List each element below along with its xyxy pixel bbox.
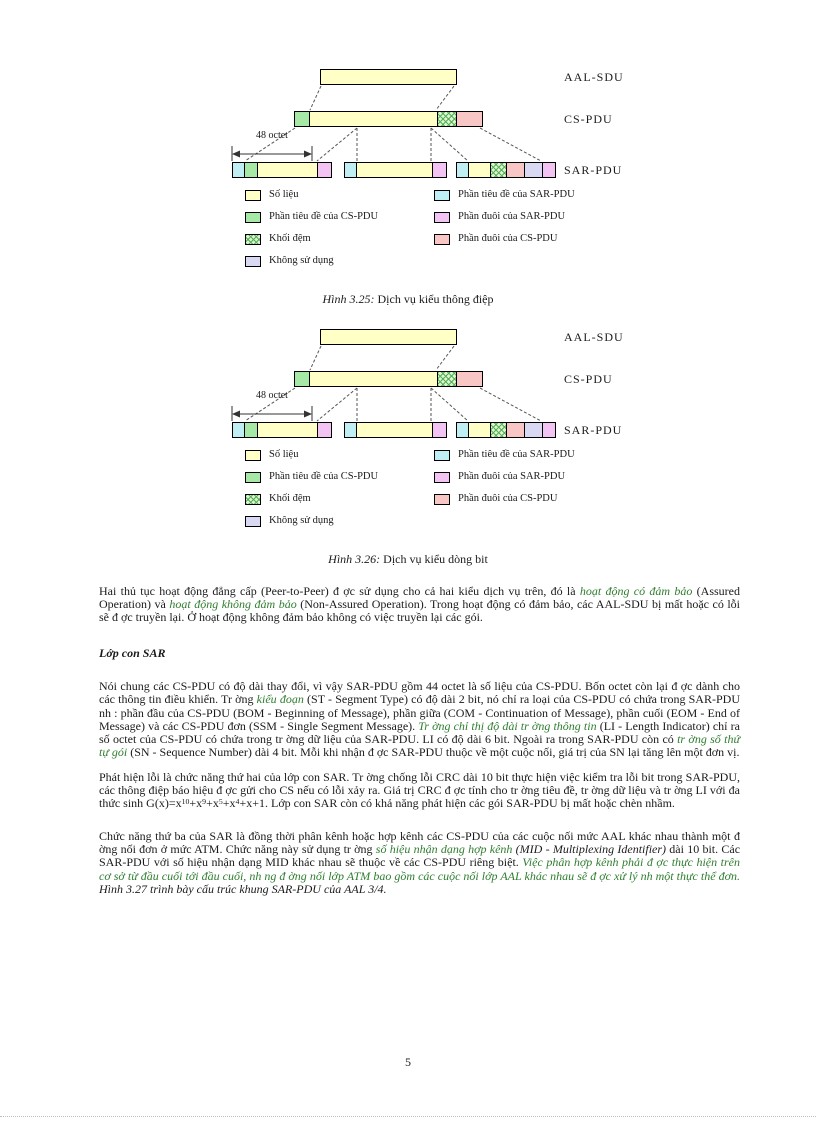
dashed-connector — [480, 128, 541, 161]
text-run: (Assured Operation) và — [99, 584, 741, 612]
connector-lines — [0, 324, 816, 576]
superscript: 4 — [235, 796, 240, 806]
sar-pdu-segment-2 — [344, 422, 447, 438]
legend-swatch-data — [245, 190, 261, 201]
text-run: Hai thủ tục hoạt động đẳng cấp (Peer-to-Peer) đ ợc sử dụng cho cả hai kiểu dịch vụ trên, đó là — [99, 584, 580, 598]
legend-label: Không sử dụng — [269, 255, 334, 266]
text-run: (Non-Assured Operation). Trong hoạt động có đảm bảo, các AAL-SDU bị mất hoặc có lỗi sẽ đ ợc truyền lại. Ở hoạt động không đảm bảo không có việc truyền lại các gói. — [99, 597, 741, 625]
legend-swatch-sar_trailer — [434, 212, 450, 223]
dashed-connector — [317, 128, 357, 161]
legend-swatch-unused — [245, 516, 261, 527]
page-break-dots — [0, 1116, 816, 1117]
bar-segment-cs_header — [245, 423, 258, 437]
bar-segment-data — [310, 372, 438, 386]
legend-swatch-padding — [245, 494, 261, 505]
aal-sdu-bar — [320, 69, 457, 85]
superscript: 5 — [218, 796, 223, 806]
text-run: Nói chung các CS-PDU có độ dài thay đổi, vì vậy SAR-PDU gồm 44 octet là số liệu của CS-PDU. Bốn octet còn lại đ ợc dành cho các thông tin điều khiển. Tr ờng — [99, 679, 740, 707]
dashed-connector — [436, 86, 454, 110]
legend-swatch-sar_trailer — [434, 472, 450, 483]
legend-swatch-cs_header — [245, 472, 261, 483]
connector-lines — [0, 64, 816, 316]
sar-pdu-segment-3 — [456, 162, 556, 178]
bar-segment-sar_trailer — [318, 163, 331, 177]
figure-caption-number: Hình 3.26: — [328, 552, 381, 566]
figure-message-mode-service — [0, 64, 816, 316]
legend-label: Khối đệm — [269, 233, 311, 244]
arrowhead — [304, 411, 312, 418]
legend-label: Số liệu — [269, 189, 299, 200]
cs-pdu-label: CS-PDU — [564, 112, 613, 126]
figure-stream-mode-service — [0, 324, 816, 576]
dashed-connector — [480, 388, 541, 421]
bar-segment-padding — [438, 112, 457, 126]
sar-pdu-segment-1 — [232, 422, 332, 438]
figure-caption — [0, 292, 816, 307]
text-run: +x — [189, 796, 203, 811]
text-run: (MID - Multiplexing Identifier) — [512, 842, 667, 857]
text-run: +x — [222, 796, 236, 811]
text-run: Chức năng thứ ba của SAR là đồng thời phân kênh hoặc hợp kênh các CS-PDU của các cuộc nối mức AAL khác nhau thành một đ ờng nối đơn ở mức ATM. Chức năng này sử dụng tr ờng — [99, 829, 740, 857]
sar-pdu-label: SAR-PDU — [564, 163, 623, 177]
legend-swatch-cs_trailer — [434, 234, 450, 245]
bar-segment-sar_trailer — [318, 423, 331, 437]
bar-segment-cs_header — [295, 112, 310, 126]
bar-segment-unused — [525, 163, 543, 177]
arrowhead — [304, 151, 312, 158]
text-run: +x+1. Lớp con SAR còn có khả năng phát hiện các gói SAR-PDU bị mất hoặc chèn nhầm. — [239, 796, 675, 811]
superscript: 10 — [181, 796, 190, 806]
bar-segment-sar_header — [345, 163, 357, 177]
figure-caption-text: Dịch vụ kiểu thông điệp — [374, 292, 494, 306]
legend-label: Phần tiêu đề của CS-PDU — [269, 471, 379, 482]
body-text — [99, 585, 740, 896]
bar-segment-padding — [491, 163, 507, 177]
sar-pdu-label: SAR-PDU — [564, 423, 623, 437]
bar-segment-sar_header — [457, 163, 469, 177]
bar-segment-data — [469, 423, 491, 437]
figure-caption-text: Dịch vụ kiểu dòng bit — [380, 552, 488, 566]
legend-swatch-data — [245, 450, 261, 461]
bar-segment-data — [357, 163, 433, 177]
emphasis-term: hoạt động có đảm bảo — [579, 584, 693, 598]
bar-segment-padding — [491, 423, 507, 437]
bar-segment-data — [321, 70, 456, 84]
dashed-connector — [436, 346, 454, 370]
octet-width-label: 48 octet — [256, 390, 288, 401]
legend-label: Phần tiêu đề của SAR-PDU — [458, 189, 575, 200]
bar-segment-cs_header — [295, 372, 310, 386]
bar-segment-unused — [525, 423, 543, 437]
legend-swatch-cs_header — [245, 212, 261, 223]
aal-sdu-label: AAL-SDU — [564, 70, 624, 84]
bar-segment-cs_trailer — [507, 423, 525, 437]
arrowhead — [232, 411, 240, 418]
cs-pdu-bar — [294, 371, 483, 387]
emphasis-term: số hiệu nhận dạng hợp kênh — [375, 842, 513, 857]
legend-swatch-cs_trailer — [434, 494, 450, 505]
section-heading-sar-sublayer: Lớp con SAR — [99, 646, 166, 661]
sar-pdu-segment-2 — [344, 162, 447, 178]
bar-segment-cs_trailer — [457, 372, 482, 386]
text-run: Hình 3.27 trình bày cấu trúc khung SAR-PDU của AAL 3/4. — [99, 881, 387, 896]
bar-segment-data — [258, 423, 318, 437]
dashed-connector — [317, 388, 357, 421]
emphasis-term: kiểu đoạn — [256, 692, 304, 707]
paragraph-multiplexing — [99, 830, 740, 895]
page-number: 5 — [405, 1055, 411, 1069]
bar-segment-sar_header — [457, 423, 469, 437]
text-run: (SN - Sequence Number) dài 4 bit. Mỗi khi nhận đ ợc SAR-PDU thuộc về một cuộc nối, giá trị của SN lại tăng lên một đơn vị. — [127, 744, 740, 759]
arrowhead — [232, 151, 240, 158]
figure-caption — [0, 552, 816, 567]
legend-label: Khối đệm — [269, 493, 311, 504]
legend-label: Phần đuôi của CS-PDU — [458, 493, 558, 504]
dashed-connector — [431, 128, 468, 161]
superscript: 9 — [202, 796, 207, 806]
paragraph-sar-pdu-structure — [99, 680, 740, 759]
text-run: dài 10 bit. Các SAR-PDU với số hiệu nhận dạng MID khác nhau sẽ thuộc về các CS-PDU riêng biệt. — [99, 842, 741, 870]
legend-swatch-padding — [245, 234, 261, 245]
paragraph-peer-to-peer — [99, 585, 740, 624]
legend-swatch-sar_header — [434, 450, 450, 461]
legend-label: Không sử dụng — [269, 515, 334, 526]
bar-segment-data — [310, 112, 438, 126]
text-run: Phát hiện lỗi là chức năng thứ hai của lớp con SAR. Tr ờng chống lỗi CRC dài 10 bit thực hiện việc kiểm tra lỗi bit trong SAR-PDU, các thông điệp báo hiệu đ ợc gửi cho CS nếu có lỗi xảy ra. Giá trị CRC đ ợc tính cho tr ờng tiêu đề, tr ờng dữ liệu và tr ờng LI với đa thức sinh G(x)=x — [99, 769, 740, 811]
figure-caption-number: Hình 3.25: — [322, 292, 375, 306]
bar-segment-cs_trailer — [457, 112, 482, 126]
legend-label: Phần đuôi của SAR-PDU — [458, 211, 566, 222]
bar-segment-sar_trailer — [543, 163, 555, 177]
bar-segment-padding — [438, 372, 457, 386]
dashed-connector — [310, 86, 321, 110]
bar-segment-data — [258, 163, 318, 177]
bar-segment-sar_header — [345, 423, 357, 437]
emphasis-term: Việc phân hợp kênh phải đ ợc thực hiện trên cơ sở từ đầu cuối tới đầu cuối, nh ng đ ờng nối lớp ATM bao gồm các cuộc nối lớp AAL khác nhau sẽ đ ợc xử lý nh một thực thể đơn. — [99, 855, 740, 883]
octet-width-label: 48 octet — [256, 130, 288, 141]
aal-sdu-bar — [320, 329, 457, 345]
bar-segment-data — [357, 423, 433, 437]
dashed-connector — [310, 346, 321, 370]
bar-segment-sar_header — [233, 423, 245, 437]
cs-pdu-label: CS-PDU — [564, 372, 613, 386]
text-run: (LI - Length Indicator) chỉ ra số octet của CS-PDU có chứa trong tr ờng dữ liệu của SAR-PDU. LI có độ dài 6 bit. Ngoài ra trong SAR-PDU còn có — [99, 718, 740, 746]
text-run: (ST - Segment Type) có độ dài 2 bit, nó chỉ ra loại của CS-PDU có chứa trong SAR-PDU nh : phần đầu của CS-PDU (BOM - Beginning of Message), phần giữa (COM - Continuation of Message), phần cuối (EOM - End of Message) và các CS-PDU đơn (SSM - Single Segment Message). — [99, 692, 740, 733]
paragraph-error-detection — [99, 771, 740, 810]
emphasis-term: tr ờng số thứ tự gói — [99, 731, 740, 759]
text-run: +x — [206, 796, 219, 811]
bar-segment-cs_header — [245, 163, 258, 177]
legend-label: Phần tiêu đề của SAR-PDU — [458, 449, 575, 460]
bar-segment-sar_trailer — [433, 423, 446, 437]
legend-swatch-unused — [245, 256, 261, 267]
aal-sdu-label: AAL-SDU — [564, 330, 624, 344]
sar-pdu-segment-1 — [232, 162, 332, 178]
bar-segment-data — [321, 330, 456, 344]
legend-label: Phần đuôi của CS-PDU — [458, 233, 558, 244]
legend-label: Phần đuôi của SAR-PDU — [458, 471, 566, 482]
bar-segment-data — [469, 163, 491, 177]
legend-label: Số liệu — [269, 449, 299, 460]
bar-segment-sar_header — [233, 163, 245, 177]
bar-segment-sar_trailer — [543, 423, 555, 437]
bar-segment-sar_trailer — [433, 163, 446, 177]
cs-pdu-bar — [294, 111, 483, 127]
emphasis-term: hoạt động không đảm bảo — [169, 597, 297, 612]
emphasis-term: Tr ờng chỉ thị độ dài tr ờng thông tin — [418, 718, 597, 733]
legend-label: Phần tiêu đề của CS-PDU — [269, 211, 379, 222]
legend-swatch-sar_header — [434, 190, 450, 201]
bar-segment-cs_trailer — [507, 163, 525, 177]
dashed-connector — [431, 388, 468, 421]
sar-pdu-segment-3 — [456, 422, 556, 438]
